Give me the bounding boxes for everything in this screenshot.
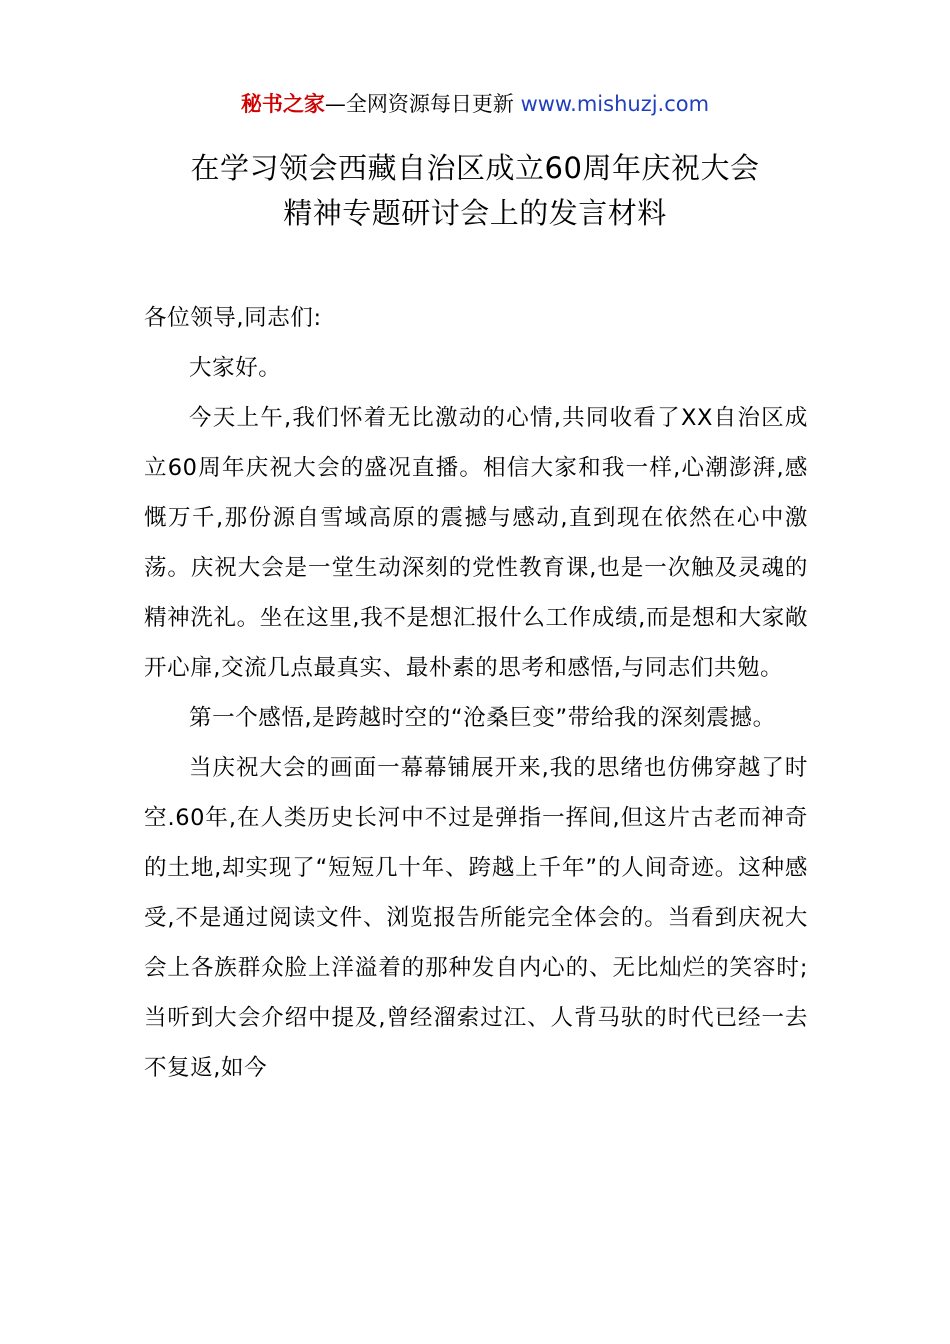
brand-name: 秘书之家 xyxy=(240,92,325,116)
document-title xyxy=(0,146,950,236)
paragraph-first-insight: 第一个感悟,是跨越时空的“沧桑巨变”带给我的深刻震撼。 xyxy=(189,705,776,731)
paragraph-intro: 今天上午,我们怀着无比激动的心情,共同收看了XX自治区成立60周年庆祝大会的盛况直播。相信大家和我一样,心潮澎湃,感慨万千,那份源自雪域高原的震撼与感动,直到现在依然在心中激荡。庆祝大会是一堂生动深刻的党性教育课,也是一次触及灵魂的精神洗礼。坐在这里,我不是想汇报什么工作成绩,而是想和大家敞开心扉,交流几点最真实、最朴素的思考和感悟,与同志们共勉。 xyxy=(144,405,808,681)
salutation: 各位领导,同志们: xyxy=(144,305,322,331)
site-url-link[interactable]: www.mishuzj.com xyxy=(520,92,710,116)
site-header xyxy=(0,88,950,120)
title-line-1: 在学习领会西藏自治区成立60周年庆祝大会 xyxy=(190,151,760,185)
header-tagline: —全网资源每日更新 xyxy=(324,92,521,116)
document-body xyxy=(144,293,808,1093)
title-line-2: 精神专题研讨会上的发言材料 xyxy=(283,196,667,230)
paragraph-greeting: 大家好。 xyxy=(189,355,282,381)
paragraph-celebration: 当庆祝大会的画面一幕幕铺展开来,我的思绪也仿佛穿越了时空.60年,在人类历史长河中不过是弹指一挥间,但这片古老而神奇的土地,却实现了“短短几十年、跨越上千年”的人间奇迹。这种感受,不是通过阅读文件、浏览报告所能完全体会的。当看到庆祝大会上各族群众脸上洋溢着的那种发自内心的、无比灿烂的笑容时;当听到大会介绍中提及,曾经溜索过江、人背马驮的时代已经一去不复返,如今 xyxy=(144,755,808,1081)
